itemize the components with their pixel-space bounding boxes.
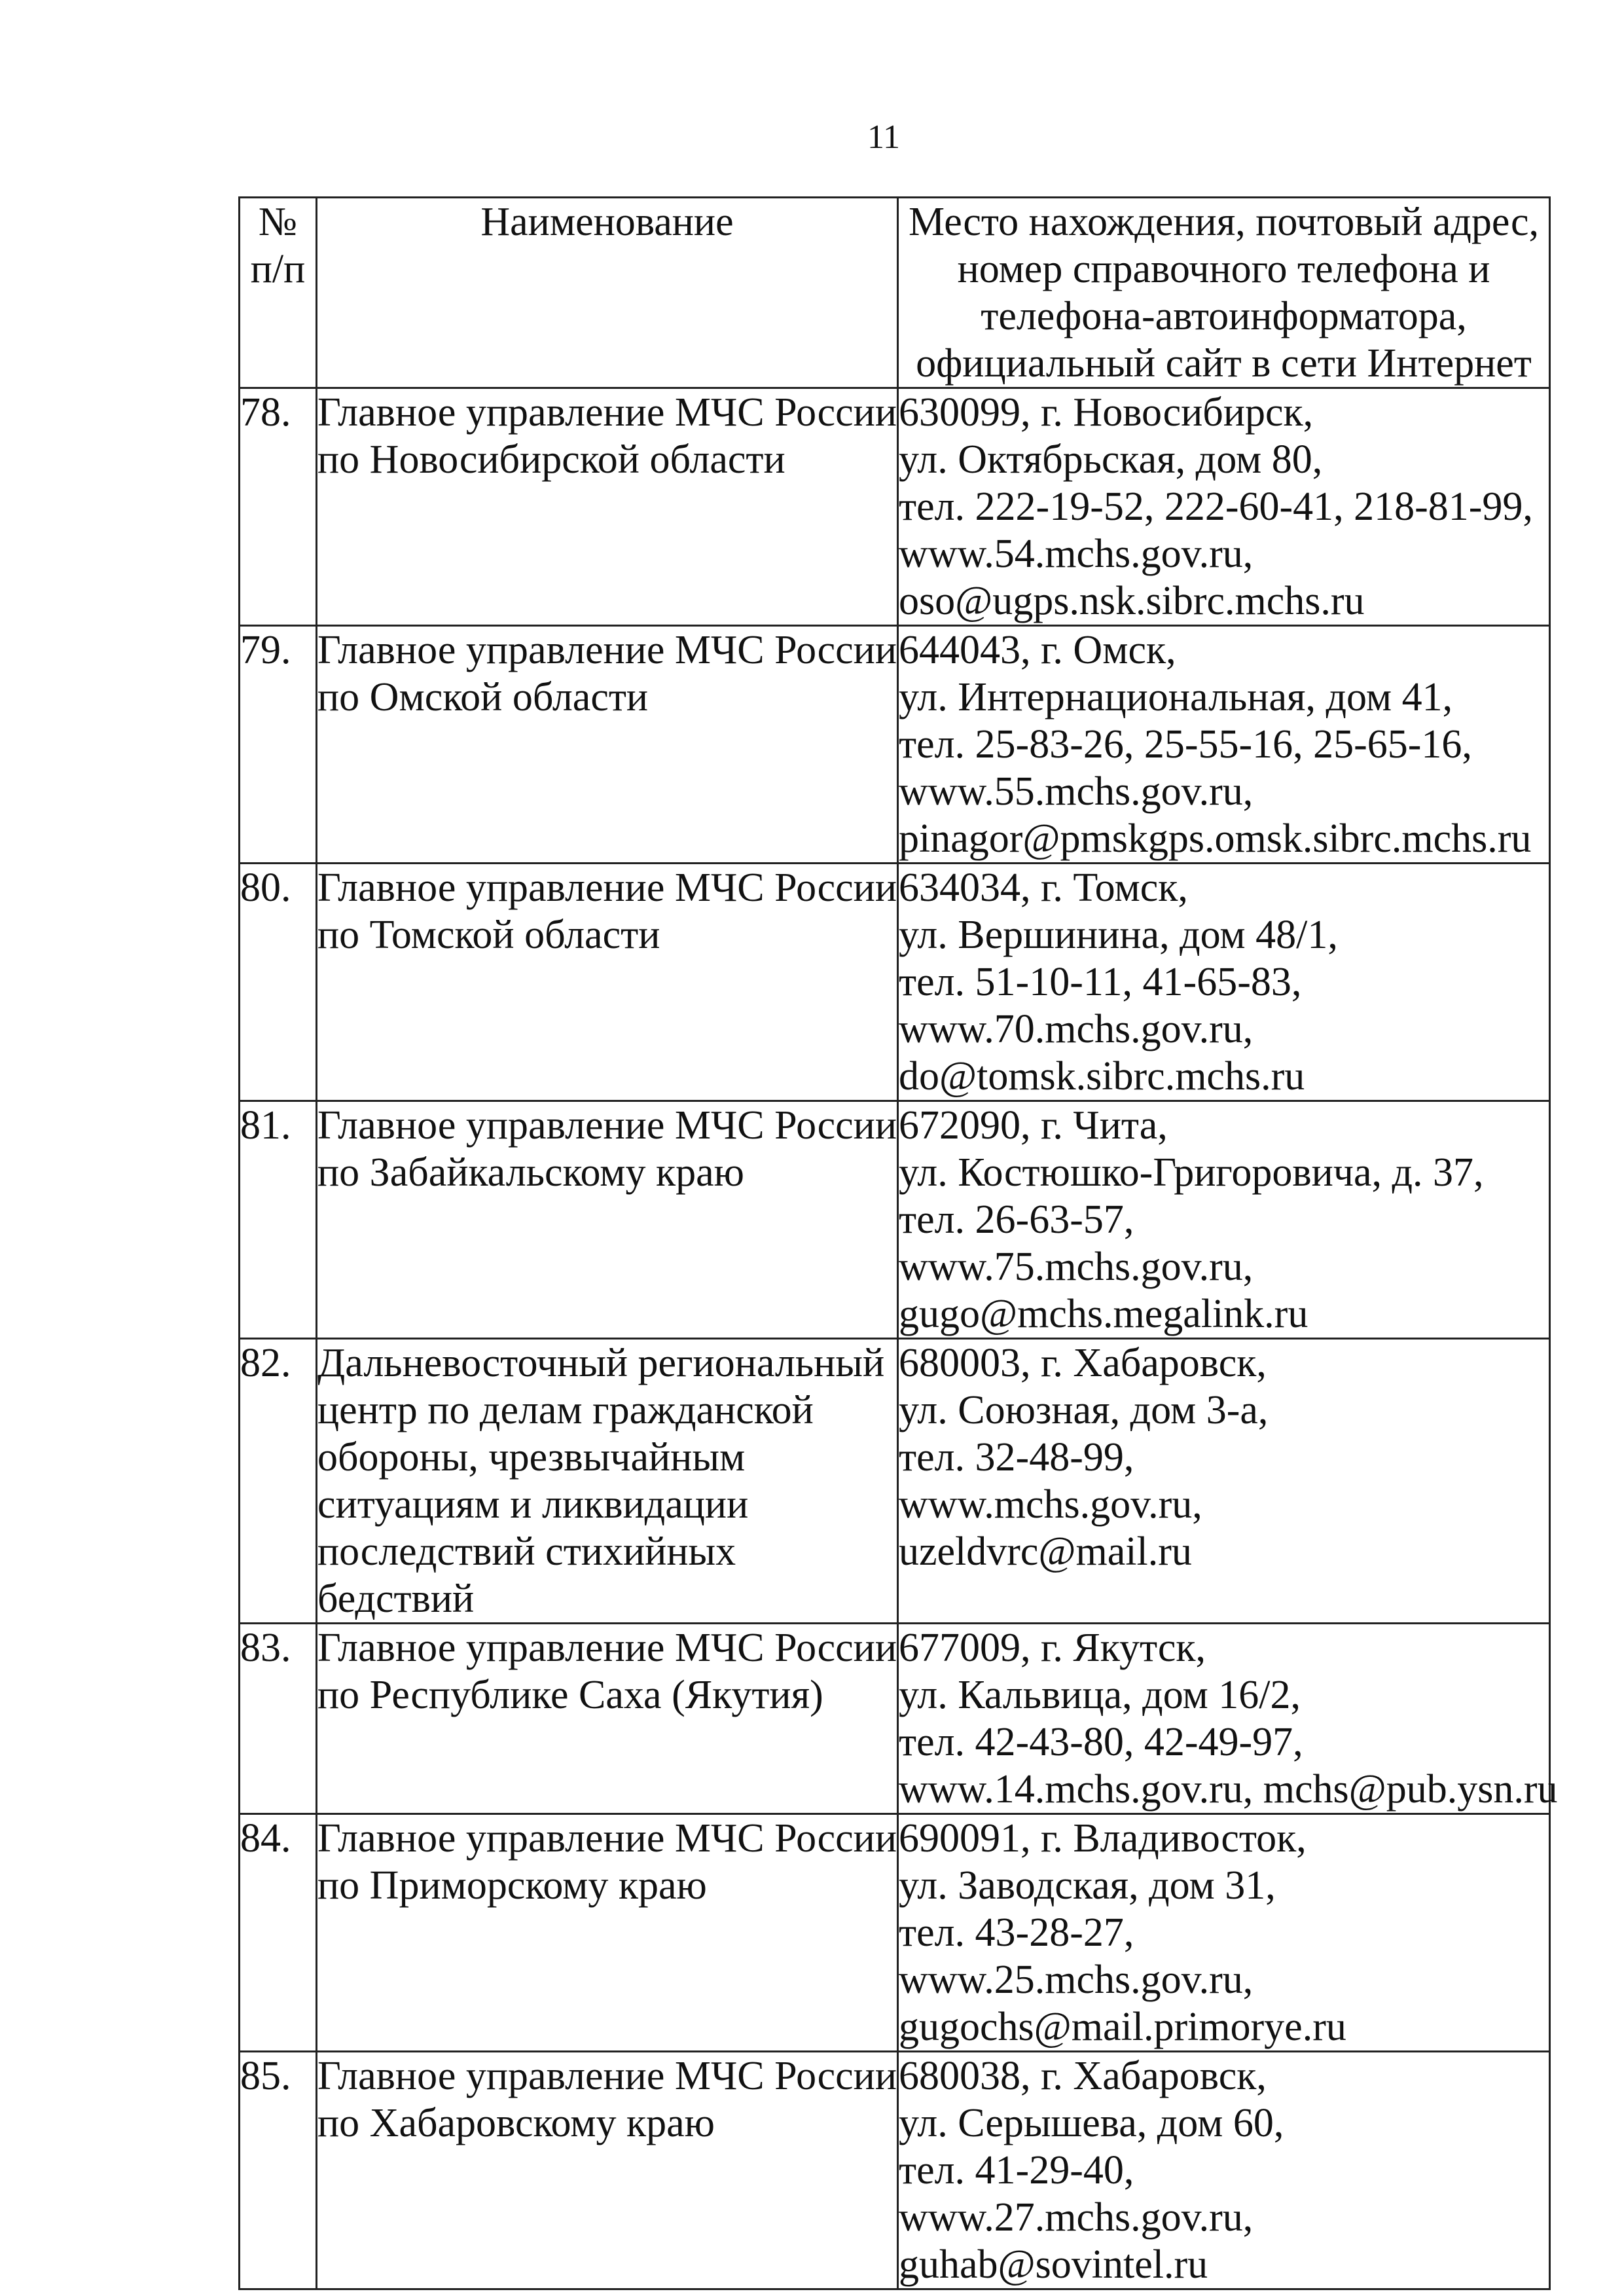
row-number: 81. — [240, 1101, 317, 1339]
organization-name — [317, 864, 898, 1101]
contact-details-line: ул. Октябрьская, дом 80, — [899, 437, 1323, 482]
contact-details-line: тел. 26-63-57, — [899, 1197, 1134, 1242]
contact-details-line: gugo@mchs.megalink.ru — [899, 1292, 1308, 1336]
organization-name-line: последствий стихийных бедствий — [317, 1529, 736, 1621]
organization-name-line: Дальневосточный региональный — [317, 1341, 885, 1385]
contact-details-line: www.27.mchs.gov.ru, — [899, 2195, 1254, 2240]
contact-details — [898, 1101, 1550, 1339]
table-row — [240, 2052, 1550, 2289]
contact-details-line: 672090, г. Чита, — [899, 1103, 1168, 1148]
organization-name — [317, 1101, 898, 1339]
organization-name — [317, 1814, 898, 2052]
contact-details-line: тел. 43-28-27, — [899, 1910, 1134, 1955]
organization-name-line: по Новосибирской области — [317, 437, 785, 482]
organization-name-line: ситуациям и ликвидации — [317, 1482, 749, 1527]
row-number: 78. — [240, 388, 317, 626]
organization-name-line: по Томской области — [317, 913, 660, 957]
header-address — [898, 198, 1550, 388]
header-address-line: телефона-автоинформатора, — [981, 294, 1467, 338]
organization-name-line: по Омской области — [317, 675, 649, 720]
organization-name — [317, 626, 898, 864]
contact-details-line: ул. Костюшко-Григоровича, д. 37, — [899, 1150, 1484, 1195]
contact-details — [898, 1814, 1550, 2052]
row-number: 82. — [240, 1339, 317, 1624]
contact-details-line: 630099, г. Новосибирск, — [899, 390, 1314, 435]
organization-name — [317, 388, 898, 626]
contact-details-line: uzeldvrc@mail.ru — [899, 1529, 1192, 1574]
header-address-line: Место нахождения, почтовый адрес, — [908, 200, 1540, 244]
contact-details-line: www.14.mchs.gov.ru, mchs@pub.ysn.ru — [899, 1767, 1558, 1812]
contact-details — [898, 1624, 1558, 1814]
organization-name-line: Главное управление МЧС России — [317, 1816, 897, 1861]
row-number: 85. — [240, 2052, 317, 2289]
organization-name — [317, 1624, 898, 1814]
row-number: 80. — [240, 864, 317, 1101]
contacts-table — [238, 196, 1558, 2290]
contact-details-line: guhab@sovintel.ru — [899, 2242, 1208, 2287]
row-number: 83. — [240, 1624, 317, 1814]
contact-details-line: 680003, г. Хабаровск, — [899, 1341, 1267, 1385]
contact-details-line: ул. Интернациональная, дом 41, — [899, 675, 1453, 720]
contact-details-line: ул. Кальвица, дом 16/2, — [899, 1673, 1301, 1717]
contact-details — [898, 864, 1550, 1101]
contact-details-line: тел. 42-43-80, 42-49-97, — [899, 1720, 1303, 1764]
header-number-line: п/п — [250, 247, 306, 291]
header-name: Наименование — [317, 198, 898, 388]
organization-name-line: по Республике Саха (Якутия) — [317, 1673, 823, 1717]
organization-name-line: Главное управление МЧС России — [317, 866, 897, 910]
header-address-line: официальный сайт в сети Интернет — [916, 341, 1532, 386]
contact-details-line: тел. 41-29-40, — [899, 2148, 1134, 2193]
table-header-row — [240, 198, 1550, 388]
contact-details-line: тел. 51-10-11, 41-65-83, — [899, 960, 1302, 1004]
page-number: 11 — [867, 118, 901, 156]
organization-name-line: по Забайкальскому краю — [317, 1150, 744, 1195]
organization-name-line: Главное управление МЧС России — [317, 2054, 897, 2098]
table-row — [240, 864, 1550, 1101]
contact-details-line: www.25.mchs.gov.ru, — [899, 1958, 1254, 2002]
organization-name-line: центр по делам гражданской — [317, 1388, 814, 1432]
organization-name-line: Главное управление МЧС России — [317, 1626, 897, 1670]
contact-details-line: 677009, г. Якутск, — [899, 1626, 1206, 1670]
contact-details-line: тел. 25-83-26, 25-55-16, 25-65-16, — [899, 722, 1472, 767]
contact-details — [898, 388, 1550, 626]
contact-details-line: ул. Союзная, дом 3-а, — [899, 1388, 1269, 1432]
table-row — [240, 1339, 1550, 1624]
table-row — [240, 1624, 1550, 1814]
organization-name-line: Главное управление МЧС России — [317, 390, 897, 435]
contact-details-line: www.55.mchs.gov.ru, — [899, 769, 1254, 814]
contact-details-line: gugochs@mail.primorye.ru — [899, 2005, 1346, 2049]
contact-details-line: тел. 222-19-52, 222-60-41, 218-81-99, — [899, 484, 1533, 529]
organization-name — [317, 2052, 898, 2289]
contact-details — [898, 1339, 1550, 1624]
contact-details-line: ул. Серышева, дом 60, — [899, 2101, 1284, 2145]
organization-name-line: по Приморскому краю — [317, 1863, 707, 1908]
organization-name-line: по Хабаровскому краю — [317, 2101, 715, 2145]
organization-name-line: Главное управление МЧС России — [317, 628, 897, 672]
contact-details-line: do@tomsk.sibrc.mchs.ru — [899, 1054, 1305, 1099]
table-row — [240, 1101, 1550, 1339]
contact-details-line: www.75.mchs.gov.ru, — [899, 1245, 1254, 1289]
organization-name — [317, 1339, 898, 1624]
contact-details — [898, 626, 1550, 864]
organization-name-line: обороны, чрезвычайным — [317, 1435, 746, 1480]
contact-details-line: 680038, г. Хабаровск, — [899, 2054, 1267, 2098]
header-number — [240, 198, 317, 388]
contact-details-line: 634034, г. Томск, — [899, 866, 1188, 910]
contact-details-line: 690091, г. Владивосток, — [899, 1816, 1307, 1861]
header-number-line: № — [258, 200, 298, 244]
contact-details-line: www.54.mchs.gov.ru, — [899, 532, 1254, 576]
contact-details — [898, 2052, 1550, 2289]
organization-name-line: Главное управление МЧС России — [317, 1103, 897, 1148]
table-row — [240, 388, 1550, 626]
header-address-line: номер справочного телефона и — [957, 247, 1490, 291]
contact-details-line: pinagor@pmskgps.omsk.sibrc.mchs.ru — [899, 816, 1532, 861]
row-number: 84. — [240, 1814, 317, 2052]
table-row — [240, 626, 1550, 864]
contact-details-line: oso@ugps.nsk.sibrc.mchs.ru — [899, 579, 1365, 623]
contact-details-line: 644043, г. Омск, — [899, 628, 1176, 672]
contact-details-line: www.70.mchs.gov.ru, — [899, 1007, 1254, 1051]
table-row — [240, 1814, 1550, 2052]
contact-details-line: ул. Заводская, дом 31, — [899, 1863, 1276, 1908]
contact-details-line: ул. Вершинина, дом 48/1, — [899, 913, 1338, 957]
row-number: 79. — [240, 626, 317, 864]
contact-details-line: тел. 32-48-99, — [899, 1435, 1134, 1480]
contact-details-line: www.mchs.gov.ru, — [899, 1482, 1202, 1527]
